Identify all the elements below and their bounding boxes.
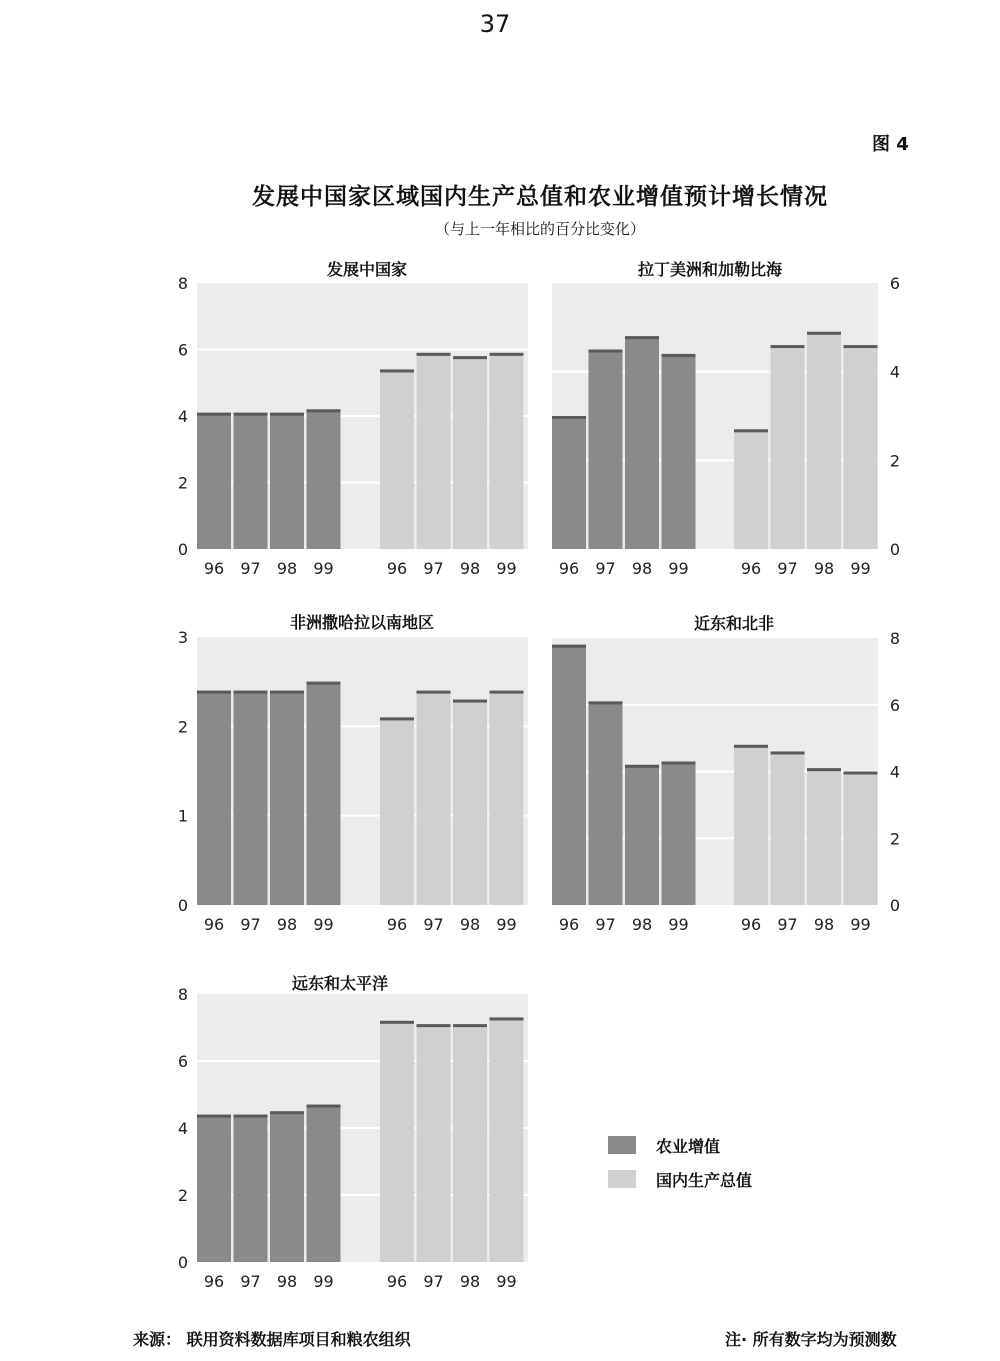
y-tick-label: 4 [177,1119,189,1138]
bar-top-edge [771,751,805,754]
bar-gdp-98 [453,700,487,905]
y-tick-label: 6 [889,695,901,715]
bar-agriculture-99 [307,682,341,905]
bar-top-edge [734,429,768,432]
y-tick-label: 8 [889,629,901,648]
bar-top-edge [844,345,878,348]
y-tick-label: 0 [889,896,901,915]
bar-agriculture-96 [197,413,231,549]
bar-gdp-96 [380,369,414,549]
y-tick-label: 2 [177,1186,189,1205]
x-tick-label: 99 [313,1272,334,1291]
y-tick-label: 3 [177,628,189,647]
legend-label-agriculture: 农业增值 [656,1136,721,1156]
bar-agriculture-97 [234,413,268,549]
x-tick-label: 99 [313,559,334,578]
bar-gdp-96 [380,1021,414,1262]
x-tick-label: 99 [668,915,689,934]
bar-top-edge [270,413,304,416]
bar-gdp-99 [490,353,524,549]
bar-gdp-98 [807,332,841,549]
y-tick-label: 6 [889,274,901,293]
bar-top-edge [771,345,805,348]
bar-top-edge [490,691,524,694]
bar-top-edge [844,772,878,775]
x-tick-label: 96 [203,1272,225,1291]
y-tick-label: 8 [177,274,189,293]
y-tick-label: 0 [177,540,189,559]
bar-gdp-97 [771,751,805,905]
bar-top-edge [234,691,268,694]
bar-top-edge [234,413,268,416]
y-tick-label: 2 [889,451,901,471]
panel-title: 远东和太平洋 [291,974,389,993]
x-tick-label: 99 [850,915,871,934]
bar-top-edge [270,1111,304,1114]
x-tick-label: 98 [276,915,298,934]
chart-main-title: 发展中国家区域国内生产总值和农业增值预计增长情况 [252,184,828,210]
bar-agriculture-97 [234,691,268,905]
x-tick-label: 97 [240,559,261,578]
x-tick-label: 98 [276,559,298,578]
x-tick-label: 96 [558,915,580,934]
bar-top-edge [380,717,414,720]
bar-top-edge [380,369,414,372]
bar-top-edge [589,350,623,353]
bar-agriculture-98 [270,691,304,905]
bar-top-edge [417,691,451,694]
x-tick-label: 96 [740,559,762,578]
x-tick-label: 96 [386,559,408,578]
x-tick-label: 99 [496,1272,517,1291]
chart-panel-4 [552,614,900,934]
x-tick-label: 96 [740,915,762,934]
bar-top-edge [417,1024,451,1027]
bar-gdp-96 [380,717,414,905]
y-tick-label: 2 [177,473,189,493]
y-tick-label: 0 [177,1253,189,1272]
legend-item-agriculture [608,1128,752,1162]
x-tick-label: 97 [777,915,798,934]
chart-panel-2 [552,260,900,578]
bar-top-edge [807,332,841,335]
bar-agriculture-96 [552,645,586,905]
bar-agriculture-96 [197,1115,231,1262]
chart-panel-5 [178,974,528,1291]
legend-label-gdp: 国内生产总值 [656,1170,753,1190]
bar-agriculture-96 [197,691,231,905]
y-tick-label: 4 [889,362,901,382]
bar-top-edge [490,353,524,356]
bar-agriculture-99 [307,1105,341,1262]
bar-top-edge [197,1115,231,1118]
bar-gdp-97 [771,345,805,549]
panel-title: 发展中国家 [326,260,408,279]
bar-top-edge [197,691,231,694]
bar-top-edge [625,765,659,768]
bar-agriculture-98 [625,336,659,549]
legend-swatch-agriculture [608,1136,636,1154]
bar-top-edge [380,1021,414,1024]
chart-panel-1 [178,260,528,578]
bar-top-edge [589,701,623,704]
x-tick-label: 98 [459,915,481,934]
x-tick-label: 98 [813,915,835,934]
bar-top-edge [307,409,341,412]
bar-top-edge [807,768,841,771]
bar-top-edge [490,1017,524,1020]
bar-gdp-99 [490,1017,524,1262]
footer-note: 注· 所有数字均为预测数 [725,1330,897,1349]
bar-gdp-99 [844,772,878,906]
x-tick-label: 99 [313,915,334,934]
x-tick-label: 97 [240,915,261,934]
y-tick-label: 0 [177,896,189,915]
bar-top-edge [307,682,341,685]
x-tick-label: 97 [423,1272,444,1291]
legend [608,1128,752,1196]
bar-top-edge [453,700,487,703]
x-tick-label: 98 [459,559,481,578]
bar-agriculture-99 [307,409,341,549]
bar-gdp-97 [417,353,451,549]
x-tick-label: 96 [386,1272,408,1291]
bar-gdp-96 [734,429,768,549]
y-tick-label: 1 [177,806,189,826]
bar-top-edge [625,336,659,339]
bar-gdp-98 [453,1024,487,1262]
x-tick-label: 98 [813,559,835,578]
x-tick-label: 98 [459,1272,481,1291]
bar-agriculture-99 [662,354,696,549]
y-tick-label: 8 [177,985,189,1004]
y-tick-label: 4 [889,762,901,782]
y-tick-label: 0 [889,540,901,559]
y-tick-label: 2 [889,829,901,849]
x-tick-label: 99 [850,559,871,578]
x-tick-label: 97 [240,1272,261,1291]
bar-agriculture-98 [270,413,304,549]
bar-top-edge [662,354,696,357]
bar-agriculture-97 [589,350,623,550]
y-tick-label: 6 [177,340,189,360]
x-tick-label: 97 [595,915,616,934]
bar-top-edge [234,1115,268,1118]
chart-panel-3 [178,613,528,934]
x-tick-label: 99 [668,559,689,578]
x-tick-label: 99 [496,559,517,578]
bar-gdp-98 [807,768,841,905]
chart-subtitle: （与上一年相比的百分比变化） [434,220,645,238]
x-tick-label: 96 [203,915,225,934]
bar-top-edge [734,745,768,748]
bar-top-edge [662,761,696,764]
legend-item-gdp [608,1162,752,1196]
x-tick-label: 97 [423,559,444,578]
bar-agriculture-98 [625,765,659,905]
bar-top-edge [453,1024,487,1027]
panel-title: 非洲撒哈拉以南地区 [289,613,435,632]
bar-top-edge [453,356,487,359]
x-tick-label: 96 [386,915,408,934]
bar-agriculture-99 [662,761,696,905]
bar-top-edge [197,413,231,416]
y-tick-label: 2 [177,717,189,737]
bar-agriculture-97 [234,1115,268,1262]
bar-gdp-96 [734,745,768,905]
x-tick-label: 96 [203,559,225,578]
x-tick-label: 97 [595,559,616,578]
x-tick-label: 99 [496,915,517,934]
bar-agriculture-98 [270,1111,304,1262]
bar-gdp-99 [844,345,878,549]
bar-gdp-97 [417,691,451,905]
x-tick-label: 97 [777,559,798,578]
bar-top-edge [307,1105,341,1108]
bar-agriculture-96 [552,416,586,549]
x-tick-label: 98 [276,1272,298,1291]
bar-gdp-99 [490,691,524,905]
figure-label: 图 4 [872,134,909,155]
bar-gdp-98 [453,356,487,549]
bar-top-edge [417,353,451,356]
y-tick-label: 4 [177,407,189,426]
y-tick-label: 6 [177,1052,189,1071]
bar-top-edge [552,416,586,419]
panel-title: 拉丁美洲和加勒比海 [637,260,783,279]
bar-gdp-97 [417,1024,451,1262]
footer-source: 来源： 联用资料数据库项目和粮农组织 [133,1330,411,1349]
page-number: 37 [479,10,511,38]
panel-title: 近东和北非 [693,614,775,633]
x-tick-label: 98 [631,915,653,934]
legend-swatch-gdp [608,1170,636,1188]
x-tick-label: 96 [558,559,580,578]
x-tick-label: 97 [423,915,444,934]
x-tick-label: 98 [631,559,653,578]
bar-agriculture-97 [589,701,623,905]
bar-top-edge [270,691,304,694]
bar-top-edge [552,645,586,648]
